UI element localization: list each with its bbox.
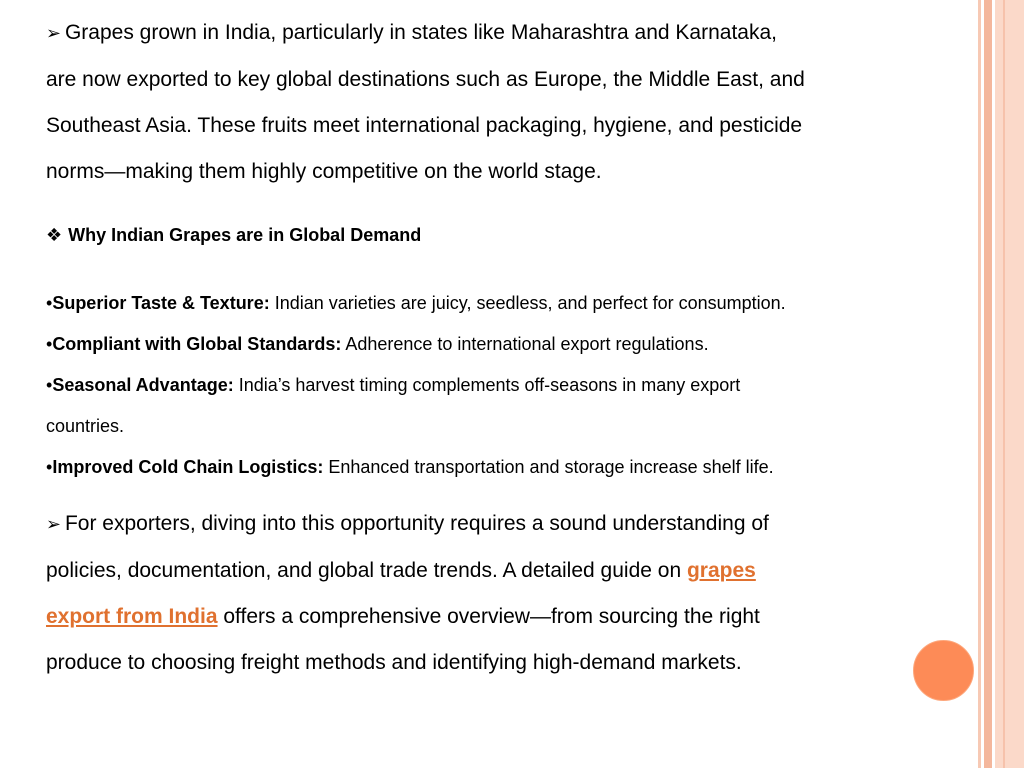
list-item: •Superior Taste & Texture: Indian varieties are juicy, seedless, and perfect for consumption.	[46, 293, 786, 313]
decorative-stripe	[1003, 0, 1005, 768]
section-heading: ❖ Why Indian Grapes are in Global Demand	[46, 225, 422, 246]
list-item-label: Improved Cold Chain Logistics:	[52, 457, 324, 477]
intro-line: norms—making them highly competitive on the world stage.	[46, 160, 602, 183]
list-item: •Seasonal Advantage: India’s harvest timing complements off-seasons in many export	[46, 375, 741, 395]
list-item-text: India’s harvest timing complements off-seasons in many export	[233, 375, 741, 395]
arrow-bullet-icon: ➢	[46, 23, 61, 44]
grapes-export-link[interactable]: grapes	[686, 559, 756, 582]
decorative-stripe	[978, 0, 981, 768]
intro-line: Southeast Asia. These fruits meet international packaging, hygiene, and pesticide	[46, 114, 803, 137]
list-item-label: Seasonal Advantage:	[52, 375, 234, 395]
intro-paragraph	[46, 10, 926, 195]
list-item-text: Indian varieties are juicy, seedless, and perfect for consumption.	[269, 293, 786, 313]
list-item: •Compliant with Global Standards: Adherence to international export regulations.	[46, 334, 709, 354]
arrow-bullet-icon: ➢	[46, 514, 61, 535]
closing-line: produce to choosing freight methods and identifying high-demand markets.	[46, 651, 742, 674]
list-item-continuation: countries.	[46, 416, 125, 436]
list-item-label: Compliant with Global Standards:	[52, 334, 342, 354]
decorative-stripe	[995, 0, 1024, 768]
grapes-export-link[interactable]: export from India	[46, 605, 218, 628]
decorative-stripe	[984, 0, 992, 768]
closing-paragraph	[46, 501, 926, 686]
intro-line: ➢ Grapes grown in India, particularly in states like Maharashtra and Karnataka,	[46, 21, 777, 44]
list-item: •Improved Cold Chain Logistics: Enhanced transportation and storage increase shelf life.	[46, 457, 774, 477]
diamond-bullet-icon: ❖	[46, 225, 63, 246]
closing-line: policies, documentation, and global trade trends. A detailed guide on grapes	[46, 559, 756, 582]
closing-line: ➢ For exporters, diving into this opportunity requires a sound understanding of	[46, 512, 769, 535]
list-item-text: Enhanced transportation and storage increase shelf life.	[323, 457, 774, 477]
list-item-label: Superior Taste & Texture:	[52, 293, 270, 313]
intro-line: are now exported to key global destinations such as Europe, the Middle East, and	[46, 68, 805, 91]
benefit-list	[46, 283, 926, 488]
closing-line: export from India offers a comprehensive overview—from sourcing the right	[46, 605, 760, 628]
list-item-text: Adherence to international export regulations.	[341, 334, 709, 354]
